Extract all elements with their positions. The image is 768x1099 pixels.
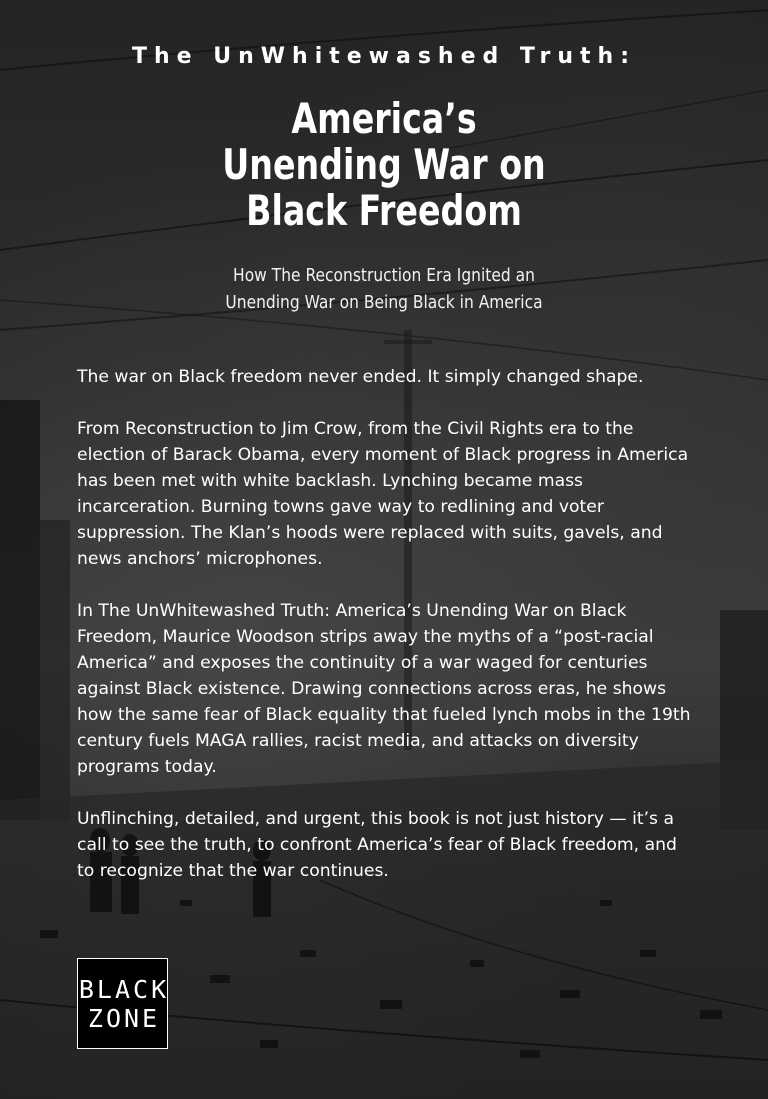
book-subtitle-line: How The Reconstruction Era Ignited an [233, 265, 535, 286]
description-paragraph: Unflinching, detailed, and urgent, this book is not just history — it’s a call to see the truth, to confront America’s fear of Black freedom, and to recognize that the war continues. [77, 809, 677, 881]
book-description [77, 364, 697, 910]
publisher-logo [77, 958, 168, 1049]
publisher-logo-line: ZONE [87, 1003, 161, 1033]
description-paragraph: The war on Black freedom never ended. It simply changed shape. [77, 367, 644, 387]
book-title [46, 96, 722, 234]
book-subtitle [54, 262, 714, 316]
series-title: The UnWhitewashed Truth: [131, 44, 636, 69]
publisher-logo-line: BLACK [78, 974, 170, 1004]
description-paragraph: From Reconstruction to Jim Crow, from the Civil Rights era to the election of Barack Obama, every moment of Black progress in America has been met with white backlash. Lynching became mass incarceration. Burning towns gave way to redlining and voter suppression. The Klan’s hoods were replaced with suits, gavels, and news anchors’ microphones. [77, 419, 689, 569]
book-title-line: Unending War on [222, 140, 546, 189]
book-subtitle-line: Unending War on Being Black in America [225, 292, 543, 313]
book-title-line: Black Freedom [246, 186, 522, 235]
description-paragraph: In The UnWhitewashed Truth: America’s Unending War on Black Freedom, Maurice Woodson strips away the myths of a “post-racial America” and exposes the continuity of a war waged for centuries against Black existence. Drawing connections across eras, he shows how the same fear of Black equality that fueled lynch mobs in the 19th century fuels MAGA rallies, racist media, and attacks on diversity programs today. [77, 601, 691, 777]
book-title-line: America’s [291, 94, 477, 143]
